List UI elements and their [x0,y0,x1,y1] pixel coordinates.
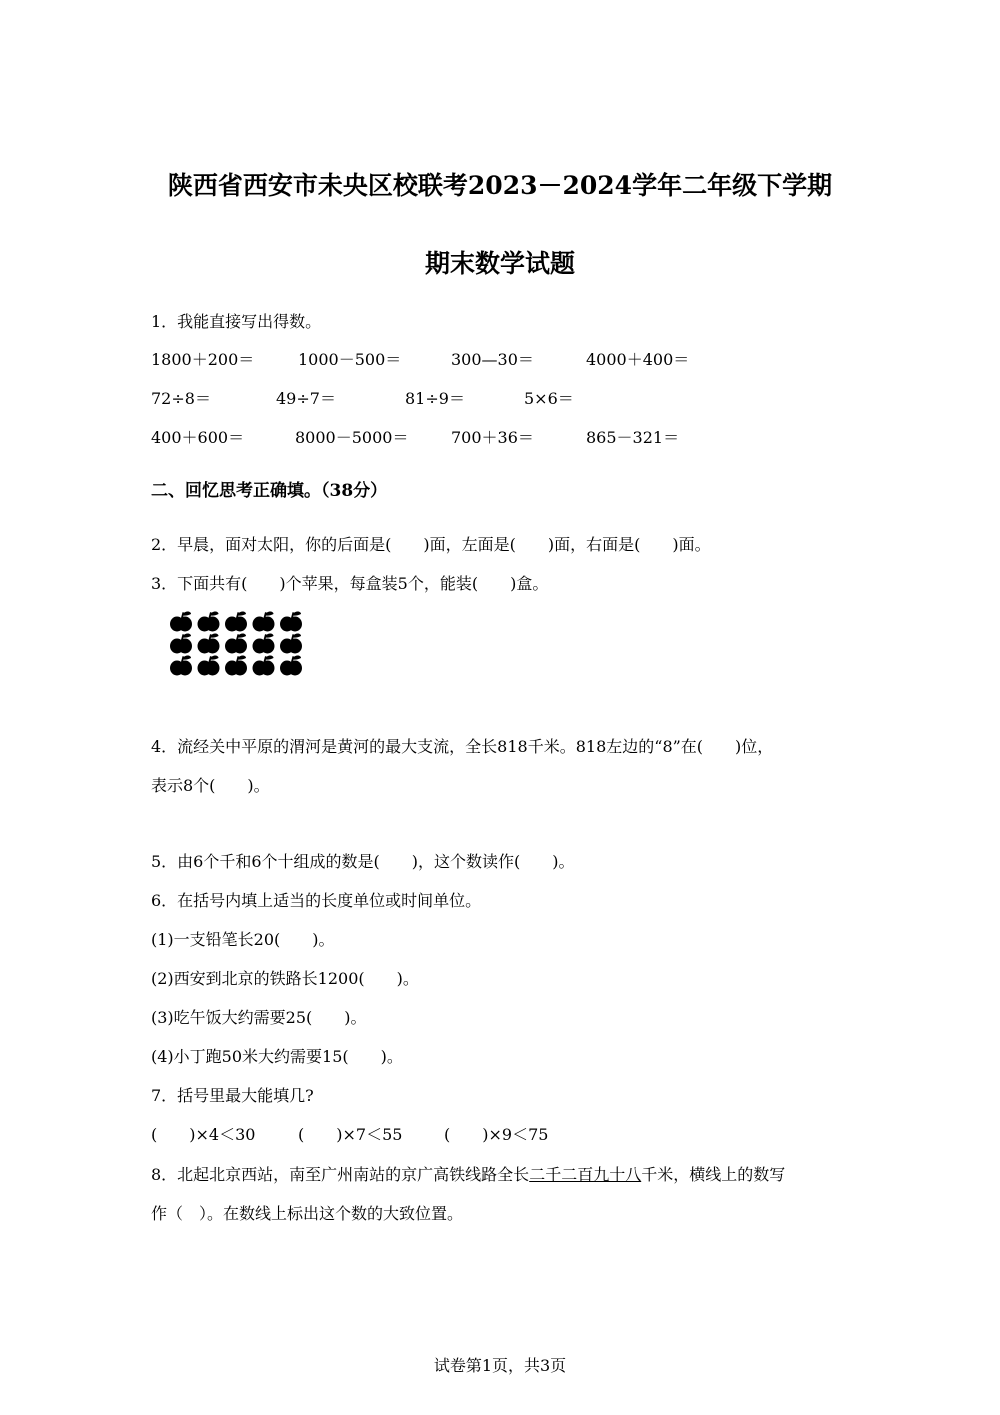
q1-item: 1000－500＝ [298,350,402,369]
q1-item: 865－321＝ [586,428,680,447]
question-1-prompt: 1．我能直接写出得数。 [151,312,322,331]
apple-icon [225,656,247,676]
apple-icon [280,634,302,654]
question-4-line-1: 4．流经关中平原的渭河是黄河的最大支流，全长818千米。818左边的“8”在( )位， [151,737,774,756]
q1-item: 49÷7＝ [276,389,336,408]
q7-item: ( )×4＜30 [151,1125,256,1144]
q1-item: 5×6＝ [524,389,574,408]
apple-icon [280,612,302,632]
apple-icon [253,656,275,676]
question-8-line-2: 作（ ）。在数线上标出这个数的大致位置。 [151,1204,464,1223]
q8-text-before: 8．北起北京西站，南至广州南站的京广高铁线路全长 [151,1165,530,1184]
question-7-prompt: 7．括号里最大能填几? [151,1086,314,1105]
question-2: 2．早晨，面对太阳，你的后面是( )面，左面是( )面，右面是( )面。 [151,535,711,554]
apple-icon [253,612,275,632]
q1-item: 81÷9＝ [405,389,465,408]
apple-icon [253,634,275,654]
apple-icon [170,612,192,632]
q7-item: ( )×7＜55 [298,1125,403,1144]
apple-icon [198,656,220,676]
apple-icon [225,634,247,654]
q1-item: 1800＋200＝ [151,350,255,369]
q1-item: 8000－5000＝ [295,428,409,447]
exam-title-line-1: 陕西省西安市未央区校联考2023－2024学年二年级下学期 [167,171,833,200]
q1-item: 400＋600＝ [151,428,245,447]
apple-icon [170,656,192,676]
question-6-item-4: (4)小丁跑50米大约需要15( )。 [151,1047,403,1066]
apple-icon [280,656,302,676]
apple-icon [225,612,247,632]
q8-underlined-number: 二千二百九十八 [529,1165,642,1184]
question-4-line-2: 表示8个( )。 [151,776,270,795]
apple-icon [198,612,220,632]
apple-icon [170,634,192,654]
question-6-item-3: (3)吃午饭大约需要25( )。 [151,1008,367,1027]
q1-item: 4000＋400＝ [586,350,690,369]
q1-item: 700＋36＝ [451,428,534,447]
section-2-heading: 二、回忆思考正确填。（38分） [151,481,388,501]
question-3: 3．下面共有( )个苹果，每盒装5个，能装( )盒。 [151,574,549,593]
apples-illustration [168,609,302,677]
q7-item: ( )×9＜75 [444,1125,549,1144]
q8-text-after: 千米，横线上的数写 [641,1165,786,1184]
q1-item: 72÷8＝ [151,389,211,408]
exam-title-line-2: 期末数学试题 [424,249,575,278]
question-6-item-2: (2)西安到北京的铁路长1200( )。 [151,969,419,988]
page-footer: 试卷第1页，共3页 [433,1356,567,1375]
question-8-line-1 [151,1164,785,1186]
apple-icon [198,634,220,654]
q1-item: 300—30＝ [451,350,534,369]
question-6-prompt: 6．在括号内填上适当的长度单位或时间单位。 [151,891,482,910]
question-5: 5．由6个千和6个十组成的数是( )，这个数读作( )。 [151,852,575,871]
question-6-item-1: (1)一支铅笔长20( )。 [151,930,335,949]
